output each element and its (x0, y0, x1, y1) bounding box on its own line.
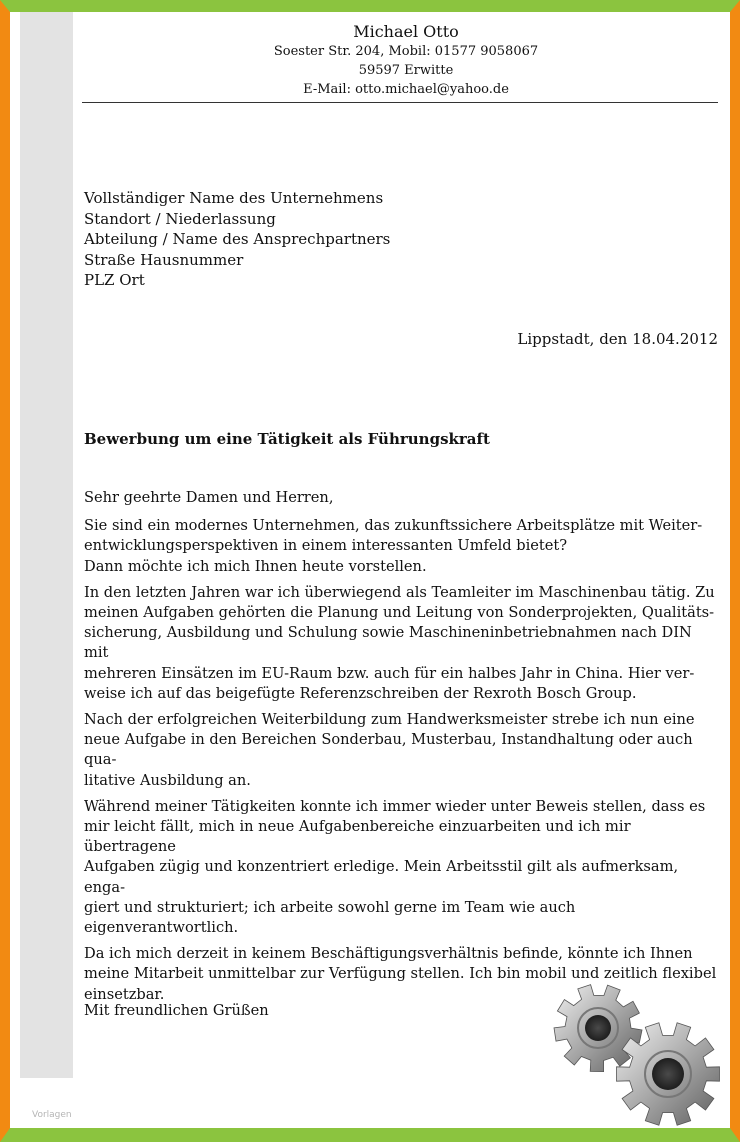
text-line: sicherung, Ausbildung und Schulung sowie Maschineninbetriebnahmen nach DIN mit (84, 624, 692, 662)
letter-date: Lippstadt, den 18.04.2012 (517, 330, 718, 348)
text-line: Aufgaben zügig und konzentriert erledige. Mein Arbeitsstil gilt als aufmerksam, enga- (84, 858, 679, 896)
text-line: neue Aufgabe in den Bereichen Sonderbau, Musterbau, Instandhaltung oder auch qua- (84, 731, 693, 769)
text-line: einsetzbar. (84, 985, 165, 1003)
text-line: meine Mitarbeit unmittelbar zur Verfügung stellen. Ich bin mobil und zeitlich flexibel (84, 965, 717, 983)
text-line: Sie sind ein modernes Unternehmen, das zukunftssichere Arbeitsplätze mit Weiter- (84, 517, 703, 535)
text-line: mehreren Einsätzen im EU-Raum bzw. auch für ein halbes Jahr in China. Hier ver- (84, 664, 695, 682)
address-line: Standort / Niederlassung (84, 209, 276, 228)
text-line: weise ich auf das beigefügte Referenzschreiben der Rexroth Bosch Group. (84, 684, 637, 702)
gear-small-icon (554, 985, 642, 1072)
text-line: Dann möchte ich mich Ihnen heute vorstellen. (84, 557, 427, 575)
sender-name: Michael Otto (353, 22, 459, 41)
recipient-address (84, 188, 390, 291)
sender-street-phone: Soester Str. 204, Mobil: 01577 9058067 (273, 44, 539, 59)
text-line: giert und strukturiert; ich arbeite sowohl gerne im Team wie auch eigenverantwortlich. (84, 898, 576, 937)
sender-email: E-Mail: otto.michael@yahoo.de (303, 82, 509, 97)
text-line: Da ich mich derzeit in keinem Beschäftigungsverhältnis befinde, könnte ich Ihnen (84, 945, 693, 963)
letterhead (82, 22, 730, 99)
letter-body (84, 488, 720, 1011)
address-line: Straße Hausnummer (84, 250, 244, 269)
text-line: In den letzten Jahren war ich überwiegend als Teamleiter im Maschinenbau tätig. Zu (84, 583, 715, 601)
text-line: mir leicht fällt, mich in neue Aufgabenbereiche einzuarbeiten und ich mir übertragene (84, 818, 631, 856)
watermark: Vorlagen (32, 1110, 72, 1120)
side-strip (20, 12, 73, 1078)
paragraph (84, 797, 720, 938)
address-line: PLZ Ort (84, 271, 145, 289)
paragraph (84, 516, 720, 577)
paragraph (84, 583, 720, 704)
sender-city: 59597 Erwitte (358, 63, 454, 78)
text-line: entwicklungsperspektiven in einem interessanten Umfeld bietet? (84, 537, 568, 555)
address-line: Vollständiger Name des Unternehmens (84, 189, 384, 207)
letter-page (10, 12, 730, 1128)
text-line: Nach der erfolgreichen Weiterbildung zum Handwerksmeister strebe ich nun eine (84, 711, 695, 729)
gears-icon (540, 972, 730, 1128)
header-rule (82, 102, 718, 103)
address-line: Abteilung / Name des Ansprechpartners (84, 230, 391, 248)
letter-subject: Bewerbung um eine Tätigkeit als Führungskraft (84, 430, 490, 448)
text-line: meinen Aufgaben gehörten die Planung und Leitung von Sonderprojekten, Qualitäts- (84, 604, 715, 622)
salutation: Sehr geehrte Damen und Herren, (84, 489, 334, 506)
text-line: litative Ausbildung an. (84, 771, 251, 789)
paragraph (84, 710, 720, 791)
text-line: Während meiner Tätigkeiten konnte ich immer wieder unter Beweis stellen, dass es (84, 797, 706, 815)
closing: Mit freundlichen Grüßen (84, 1002, 269, 1019)
